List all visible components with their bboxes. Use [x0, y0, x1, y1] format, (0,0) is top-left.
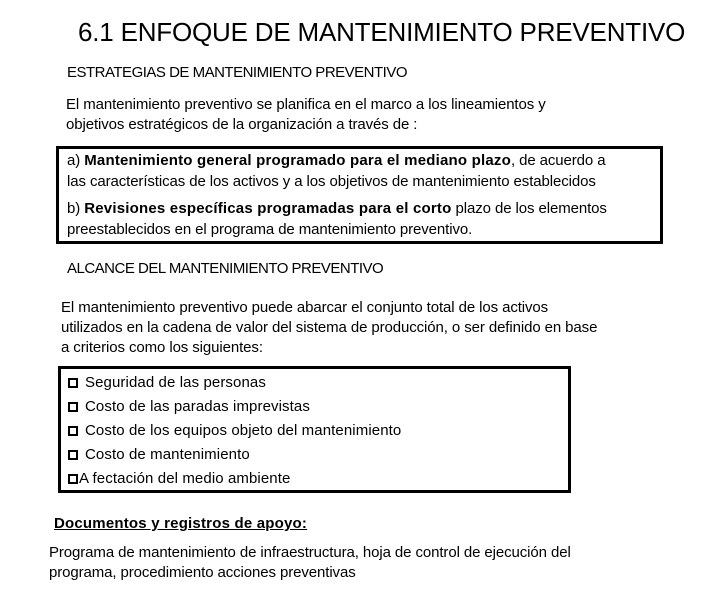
checkbox-bullet-icon: [68, 378, 78, 388]
documents-line-1: Programa de mantenimiento de infraestructura, hoja de control de ejecución del: [49, 544, 571, 561]
criteria-box: [58, 366, 571, 493]
strategies-heading: ESTRATEGIAS DE MANTENIMIENTO PREVENTIVO: [67, 64, 407, 81]
strategy-item-b-prefix: b): [67, 200, 85, 217]
strategy-item-b-rest: plazo de los elementos: [451, 200, 607, 217]
documents-heading: Documentos y registros de apoyo:: [54, 515, 308, 532]
scope-intro-line-1: El mantenimiento preventivo puede abarcar el conjunto total de los activos: [61, 299, 549, 316]
strategy-item-a-bold: Mantenimiento general programado para el mediano plazo: [84, 152, 511, 169]
criteria-label: A fectación del medio ambiente: [79, 470, 291, 487]
criteria-item: [68, 422, 401, 440]
criteria-label: Costo de mantenimiento: [85, 446, 250, 463]
checkbox-bullet-icon: [68, 402, 78, 412]
checkbox-bullet-icon: [68, 474, 78, 484]
criteria-item: [68, 470, 290, 488]
criteria-label: Seguridad de las personas: [85, 374, 266, 391]
strategy-item-a-line-2: las características de los activos y a los objetivos de mantenimiento establecidos: [67, 173, 596, 190]
strategy-item-b: [67, 198, 607, 240]
documents-line-2: programa, procedimiento acciones preventivas: [49, 564, 356, 581]
checkbox-bullet-icon: [68, 450, 78, 460]
strategy-item-a-prefix: a): [67, 152, 85, 169]
criteria-item: [68, 374, 266, 392]
page-title: 6.1 ENFOQUE DE MANTENIMIENTO PREVENTIVO: [78, 17, 686, 47]
strategy-item-b-line-2: preestablecidos en el programa de mantenimiento preventivo.: [67, 221, 473, 238]
strategies-box: [56, 146, 663, 244]
strategy-item-a: [67, 150, 605, 192]
strategy-item-b-bold: Revisiones específicas programadas para el corto: [84, 200, 452, 217]
scope-intro: [61, 298, 597, 358]
criteria-item: [68, 398, 310, 416]
criteria-label: Costo de los equipos objeto del mantenimiento: [85, 422, 402, 439]
strategies-intro-line-1: El mantenimiento preventivo se planifica en el marco a los lineamientos y: [66, 96, 546, 113]
scope-intro-line-2: utilizados en la cadena de valor del sistema de producción, o ser definido en base: [61, 319, 598, 336]
documents-text: [49, 543, 571, 583]
scope-intro-line-3: a criterios como los siguientes:: [61, 339, 263, 356]
checkbox-bullet-icon: [68, 426, 78, 436]
criteria-label: Costo de las paradas imprevistas: [85, 398, 310, 415]
strategies-intro-line-2: objetivos estratégicos de la organización a través de :: [66, 116, 418, 133]
scope-heading: ALCANCE DEL MANTENIMIENTO PREVENTIVO: [67, 260, 384, 277]
strategies-intro: [66, 95, 546, 135]
strategy-item-a-rest: , de acuerdo a: [510, 152, 606, 169]
criteria-item: [68, 446, 250, 464]
